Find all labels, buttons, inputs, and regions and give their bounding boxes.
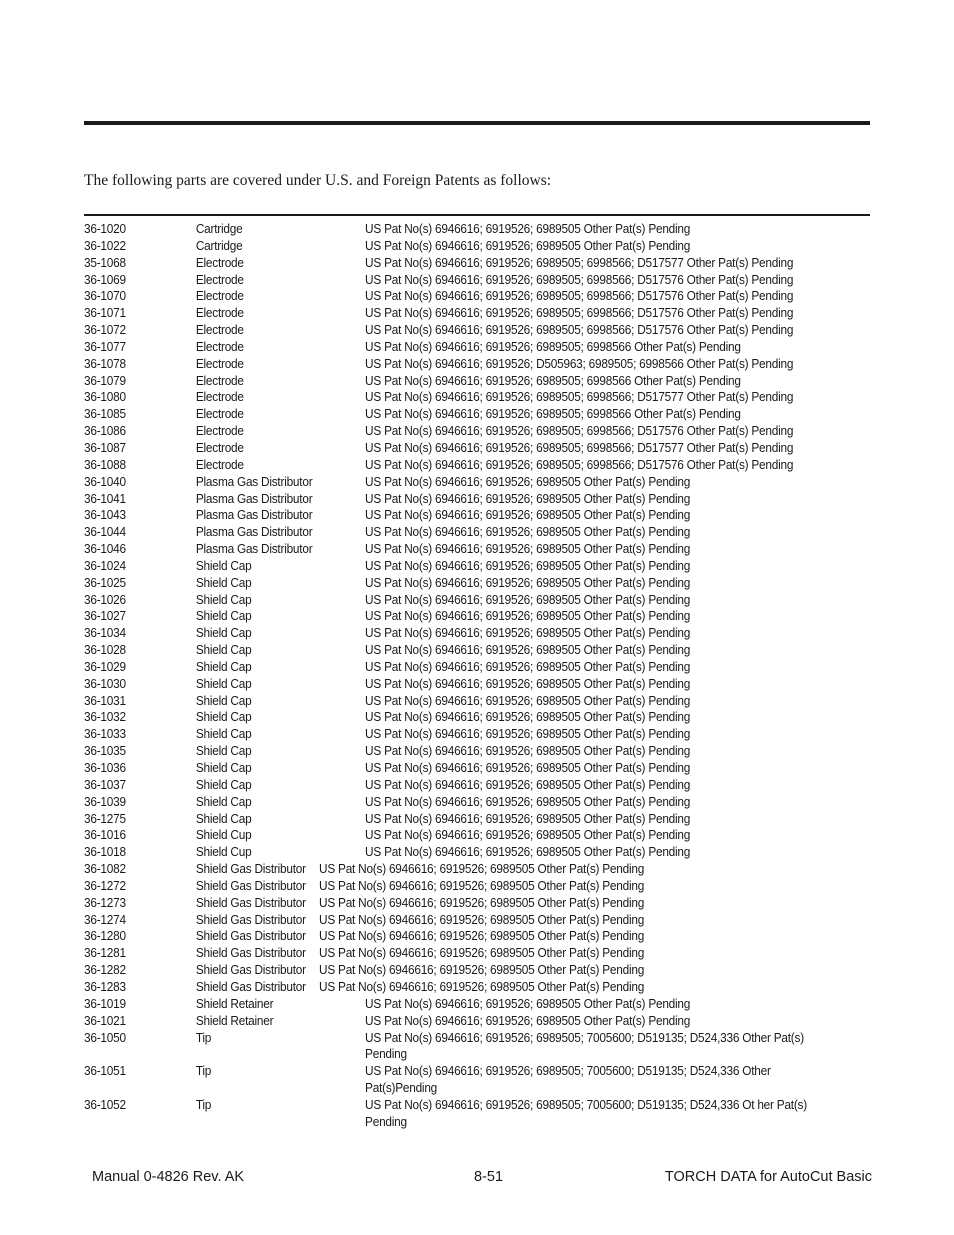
part-number: 36-1280	[84, 929, 126, 944]
table-row	[84, 524, 823, 541]
part-name: Shield Cap	[195, 575, 252, 590]
patent-info: US Pat No(s) 6946616; 6919526; 6989505 Other Pat(s) Pending	[365, 659, 691, 674]
part-name: Shield Cup	[195, 828, 252, 843]
patent-info: US Pat No(s) 6946616; 6919526; 6989505; 6998566; D517577 Other Pat(s) Pending	[365, 440, 794, 455]
table-row	[84, 895, 823, 912]
part-name: Electrode	[195, 289, 244, 304]
table-row	[84, 777, 823, 794]
table-row	[84, 373, 823, 390]
table-row	[84, 288, 823, 305]
patent-info: US Pat No(s) 6946616; 6919526; 6989505 Other Pat(s) Pending	[365, 626, 691, 641]
patent-info: US Pat No(s) 6946616; 6919526; 6989505; 6998566; D517576 Other Pat(s) Pending	[365, 289, 794, 304]
part-number: 36-1027	[84, 609, 126, 624]
patent-info: US Pat No(s) 6946616; 6919526; 6989505; 6998566; D517576 Other Pat(s) Pending	[365, 272, 794, 287]
part-name: Cartridge	[195, 222, 243, 236]
footer-page-number: 8-51	[474, 1169, 504, 1185]
patent-info: US Pat No(s) 6946616; 6919526; 6989505 Other Pat(s) Pending	[365, 744, 691, 759]
part-name: Shield Cap	[195, 811, 252, 826]
part-name: Electrode	[195, 339, 244, 354]
table-row	[84, 1063, 823, 1097]
patent-info: US Pat No(s) 6946616; 6919526; 6989505 Other Pat(s) Pending	[319, 929, 645, 944]
part-number: 36-1275	[84, 811, 126, 826]
patent-info: US Pat No(s) 6946616; 6919526; 6989505 Other Pat(s) Pending	[365, 491, 691, 506]
part-name: Shield Cap	[195, 659, 252, 674]
part-name: Electrode	[195, 323, 244, 338]
table-row	[84, 339, 823, 356]
table-row	[84, 474, 823, 491]
table-row	[84, 491, 823, 508]
table-row	[84, 827, 823, 844]
part-number: 36-1025	[84, 575, 126, 590]
table-row	[84, 928, 823, 945]
part-name: Electrode	[195, 457, 244, 472]
part-name: Plasma Gas Distributor	[195, 508, 313, 523]
patent-info: US Pat No(s) 6946616; 6919526; 6989505 Other Pat(s) Pending	[365, 542, 691, 557]
table-row	[84, 861, 823, 878]
part-name: Electrode	[195, 255, 244, 270]
table-row	[84, 760, 823, 777]
part-number: 36-1034	[84, 626, 126, 641]
part-name: Shield Gas Distributor	[195, 979, 306, 994]
part-name: Electrode	[195, 390, 244, 405]
part-name: Electrode	[195, 440, 244, 455]
part-name: Shield Gas Distributor	[195, 929, 306, 944]
table-row	[84, 457, 823, 474]
part-name: Shield Gas Distributor	[195, 963, 306, 978]
part-number: 36-1282	[84, 963, 126, 978]
part-name: Shield Cup	[195, 845, 252, 860]
part-number: 36-1018	[84, 845, 126, 860]
part-number: 36-1037	[84, 777, 126, 792]
patent-info: US Pat No(s) 6946616; 6919526; 6989505 Other Pat(s) Pending	[365, 693, 691, 708]
part-number: 36-1044	[84, 525, 126, 540]
patent-info: US Pat No(s) 6946616; 6919526; 6989505; 6998566 Other Pat(s) Pending	[365, 373, 741, 388]
patent-info: US Pat No(s) 6946616; 6919526; 6989505; 7005600; D519135; D524,336 Other Pat(s)Pending	[365, 1064, 771, 1095]
table-row	[84, 1013, 823, 1030]
patent-info: US Pat No(s) 6946616; 6919526; 6989505; 6998566; D517577 Other Pat(s) Pending	[365, 390, 794, 405]
part-name: Plasma Gas Distributor	[195, 542, 313, 557]
part-number: 36-1069	[84, 272, 126, 287]
table-row	[84, 558, 823, 575]
part-name: Shield Retainer	[195, 996, 274, 1011]
part-name: Electrode	[195, 356, 244, 371]
patent-info: US Pat No(s) 6946616; 6919526; 6989505 Other Pat(s) Pending	[319, 895, 645, 910]
patent-info: US Pat No(s) 6946616; 6919526; 6989505 Other Pat(s) Pending	[365, 794, 691, 809]
patent-info: US Pat No(s) 6946616; 6919526; 6989505 Other Pat(s) Pending	[365, 238, 691, 253]
table-row	[84, 693, 823, 710]
patent-info: US Pat No(s) 6946616; 6919526; 6989505; 6998566; D517576 Other Pat(s) Pending	[365, 306, 794, 321]
patent-info: US Pat No(s) 6946616; 6919526; 6989505 Other Pat(s) Pending	[319, 912, 645, 927]
part-number: 36-1272	[84, 878, 126, 893]
patent-info: US Pat No(s) 6946616; 6919526; 6989505 Other Pat(s) Pending	[365, 845, 691, 860]
part-number: 36-1283	[84, 979, 126, 994]
table-row	[84, 608, 823, 625]
patent-info: US Pat No(s) 6946616; 6919526; 6989505 Other Pat(s) Pending	[365, 777, 691, 792]
patent-info: US Pat No(s) 6946616; 6919526; 6989505 Other Pat(s) Pending	[365, 676, 691, 691]
part-number: 36-1072	[84, 323, 126, 338]
part-number: 36-1051	[84, 1064, 126, 1079]
part-name: Electrode	[195, 272, 244, 287]
part-name: Shield Cap	[195, 626, 252, 641]
header-rule	[84, 121, 870, 125]
part-number: 36-1086	[84, 424, 126, 439]
patent-info: US Pat No(s) 6946616; 6919526; 6989505 Other Pat(s) Pending	[365, 811, 691, 826]
part-name: Shield Cap	[195, 643, 252, 658]
footer-section: TORCH DATA for AutoCut Basic	[664, 1169, 872, 1185]
part-name: Plasma Gas Distributor	[195, 491, 313, 506]
patent-info: US Pat No(s) 6946616; 6919526; 6989505; 6998566; D517576 Other Pat(s) Pending	[365, 424, 794, 439]
part-number: 36-1016	[84, 828, 126, 843]
patent-info: US Pat No(s) 6946616; 6919526; 6989505 Other Pat(s) Pending	[365, 727, 691, 742]
part-name: Shield Cap	[195, 727, 252, 742]
part-number: 36-1085	[84, 407, 126, 422]
part-name: Shield Cap	[195, 609, 252, 624]
patent-info: US Pat No(s) 6946616; 6919526; 6989505 Other Pat(s) Pending	[319, 946, 645, 961]
table-row	[84, 962, 823, 979]
table-row	[84, 322, 823, 339]
part-number: 36-1040	[84, 474, 126, 489]
footer-manual: Manual 0-4826 Rev. AK	[92, 1169, 245, 1185]
table-row	[84, 305, 823, 322]
part-number: 36-1078	[84, 356, 126, 371]
table-top-rule	[84, 214, 870, 216]
patent-info: US Pat No(s) 6946616; 6919526; 6989505 Other Pat(s) Pending	[365, 525, 691, 540]
part-name: Shield Cap	[195, 761, 252, 775]
patent-info: US Pat No(s) 6946616; 6919526; 6989505; 7005600; D519135; D524,336 Ot her Pat(s) Pending	[365, 1097, 807, 1129]
table-row	[84, 979, 823, 996]
patent-info: US Pat No(s) 6946616; 6919526; 6989505 Other Pat(s) Pending	[319, 963, 645, 978]
patent-info: US Pat No(s) 6946616; 6919526; 6989505; 6998566; D517576 Other Pat(s) Pending	[365, 457, 794, 472]
table-row	[84, 709, 823, 726]
part-number: 36-1021	[84, 1013, 126, 1028]
part-number: 36-1019	[84, 996, 126, 1011]
table-row	[84, 541, 823, 558]
part-number: 36-1077	[84, 339, 126, 354]
patent-info: US Pat No(s) 6946616; 6919526; 6989505 Other Pat(s) Pending	[365, 558, 691, 573]
part-number: 36-1088	[84, 457, 126, 472]
table-row	[84, 726, 823, 743]
part-name: Tip	[195, 1064, 212, 1079]
part-name: Shield Cap	[195, 558, 252, 573]
part-number: 36-1046	[84, 542, 126, 557]
part-number: 36-1028	[84, 643, 126, 658]
part-name: Shield Gas Distributor	[195, 946, 306, 961]
table-row	[84, 1097, 823, 1131]
table-row	[84, 811, 823, 828]
table-row	[84, 844, 823, 861]
intro-text: The following parts are covered under U.S. and Foreign Patents as follows:	[84, 172, 552, 189]
patent-table	[84, 221, 823, 1130]
table-row	[84, 676, 823, 693]
part-name: Shield Cap	[195, 777, 252, 792]
part-number: 35-1068	[84, 255, 126, 270]
table-row	[84, 238, 823, 255]
patent-info: US Pat No(s) 6946616; 6919526; 6989505 Other Pat(s) Pending	[365, 508, 691, 523]
part-number: 36-1274	[84, 912, 126, 927]
part-number: 36-1041	[84, 491, 126, 506]
part-name: Plasma Gas Distributor	[195, 525, 313, 540]
part-name: Shield Cap	[195, 710, 252, 725]
part-number: 36-1050	[84, 1030, 126, 1045]
part-name: Shield Gas Distributor	[195, 895, 306, 910]
patent-info: US Pat No(s) 6946616; 6919526; D505963; 6989505; 6998566 Other Pat(s) Pending	[365, 356, 794, 371]
patent-info: US Pat No(s) 6946616; 6919526; 6989505 Other Pat(s) Pending	[365, 609, 691, 624]
table-row	[84, 996, 823, 1013]
patent-info: US Pat No(s) 6946616; 6919526; 6989505 Other Pat(s) Pending	[365, 1013, 691, 1028]
patent-info: US Pat No(s) 6946616; 6919526; 6989505 Other Pat(s) Pending	[365, 474, 691, 489]
patent-info: US Pat No(s) 6946616; 6919526; 6989505 Other Pat(s) Pending	[319, 979, 645, 994]
table-row	[84, 794, 823, 811]
part-name: Shield Cap	[195, 676, 252, 691]
part-name: Shield Gas Distributor	[195, 912, 306, 927]
part-number: 36-1082	[84, 862, 126, 877]
table-row	[84, 423, 823, 440]
patent-info: US Pat No(s) 6946616; 6919526; 6989505 Other Pat(s) Pending	[365, 592, 691, 607]
part-name: Electrode	[195, 306, 244, 321]
table-row	[84, 743, 823, 760]
patent-info: US Pat No(s) 6946616; 6919526; 6989505 Other Pat(s) Pending	[365, 996, 691, 1011]
part-name: Cartridge	[195, 238, 243, 253]
table-row	[84, 255, 823, 272]
part-number: 36-1071	[84, 306, 126, 321]
patent-info: US Pat No(s) 6946616; 6919526; 6989505 Other Pat(s) Pending	[365, 643, 691, 658]
part-name: Plasma Gas Distributor	[195, 474, 313, 489]
part-number: 36-1036	[84, 761, 126, 775]
table-row	[84, 878, 823, 895]
table-row	[84, 625, 823, 642]
table-row	[84, 389, 823, 406]
part-number: 36-1031	[84, 693, 126, 708]
patent-info: US Pat No(s) 6946616; 6919526; 6989505 Other Pat(s) Pending	[319, 862, 645, 877]
table-row	[84, 659, 823, 676]
table-row	[84, 592, 823, 609]
part-number: 36-1022	[84, 238, 126, 253]
part-number: 36-1020	[84, 222, 126, 236]
part-name: Shield Cap	[195, 592, 252, 607]
table-row	[84, 642, 823, 659]
table-row	[84, 945, 823, 962]
part-number: 36-1281	[84, 946, 126, 961]
patent-info: US Pat No(s) 6946616; 6919526; 6989505 Other Pat(s) Pending	[365, 575, 691, 590]
part-number: 36-1080	[84, 390, 126, 405]
patent-info: US Pat No(s) 6946616; 6919526; 6989505 Other Pat(s) Pending	[319, 878, 645, 893]
part-number: 36-1033	[84, 727, 126, 742]
part-number: 36-1052	[84, 1097, 126, 1112]
table-row	[84, 912, 823, 929]
patent-info: US Pat No(s) 6946616; 6919526; 6989505; 7005600; D519135; D524,336 Other Pat(s) Pending	[365, 1030, 804, 1062]
patent-info: US Pat No(s) 6946616; 6919526; 6989505; 6998566 Other Pat(s) Pending	[365, 339, 741, 354]
table-row	[84, 356, 823, 373]
patent-info: US Pat No(s) 6946616; 6919526; 6989505 Other Pat(s) Pending	[365, 710, 691, 725]
part-name: Electrode	[195, 373, 244, 388]
part-number: 36-1035	[84, 744, 126, 759]
patent-info: US Pat No(s) 6946616; 6919526; 6989505; 6998566; D517576 Other Pat(s) Pending	[365, 323, 794, 338]
part-name: Shield Gas Distributor	[195, 878, 306, 893]
part-number: 36-1032	[84, 710, 126, 725]
part-name: Shield Cap	[195, 744, 252, 759]
part-name: Tip	[195, 1030, 212, 1045]
table-row	[84, 272, 823, 289]
table-row	[84, 575, 823, 592]
part-number: 36-1273	[84, 895, 126, 910]
part-name: Electrode	[195, 407, 244, 422]
patent-info: US Pat No(s) 6946616; 6919526; 6989505; 6998566; D517577 Other Pat(s) Pending	[365, 255, 794, 270]
part-name: Shield Gas Distributor	[195, 862, 306, 877]
part-name: Shield Retainer	[195, 1013, 274, 1028]
part-name: Shield Cap	[195, 693, 252, 708]
patent-info: US Pat No(s) 6946616; 6919526; 6989505 Other Pat(s) Pending	[365, 828, 691, 843]
table-row	[84, 440, 823, 457]
table-row	[84, 406, 823, 423]
table-row	[84, 1030, 823, 1064]
part-number: 36-1043	[84, 508, 126, 523]
part-number: 36-1026	[84, 592, 126, 607]
part-number: 36-1087	[84, 440, 126, 455]
part-number: 36-1070	[84, 289, 126, 304]
part-name: Electrode	[195, 424, 244, 439]
part-number: 36-1030	[84, 676, 126, 691]
part-name: Tip	[195, 1097, 212, 1112]
table-row	[84, 507, 823, 524]
part-number: 36-1029	[84, 659, 126, 674]
part-name: Shield Cap	[195, 794, 252, 809]
table-row	[84, 221, 823, 238]
patent-info: US Pat No(s) 6946616; 6919526; 6989505; 6998566 Other Pat(s) Pending	[365, 407, 741, 422]
part-number: 36-1024	[84, 558, 126, 573]
part-number: 36-1039	[84, 794, 126, 809]
part-number: 36-1079	[84, 373, 126, 388]
patent-info: US Pat No(s) 6946616; 6919526; 6989505 Other Pat(s) Pending	[365, 761, 691, 775]
patent-info: US Pat No(s) 6946616; 6919526; 6989505 Other Pat(s) Pending	[365, 222, 691, 236]
